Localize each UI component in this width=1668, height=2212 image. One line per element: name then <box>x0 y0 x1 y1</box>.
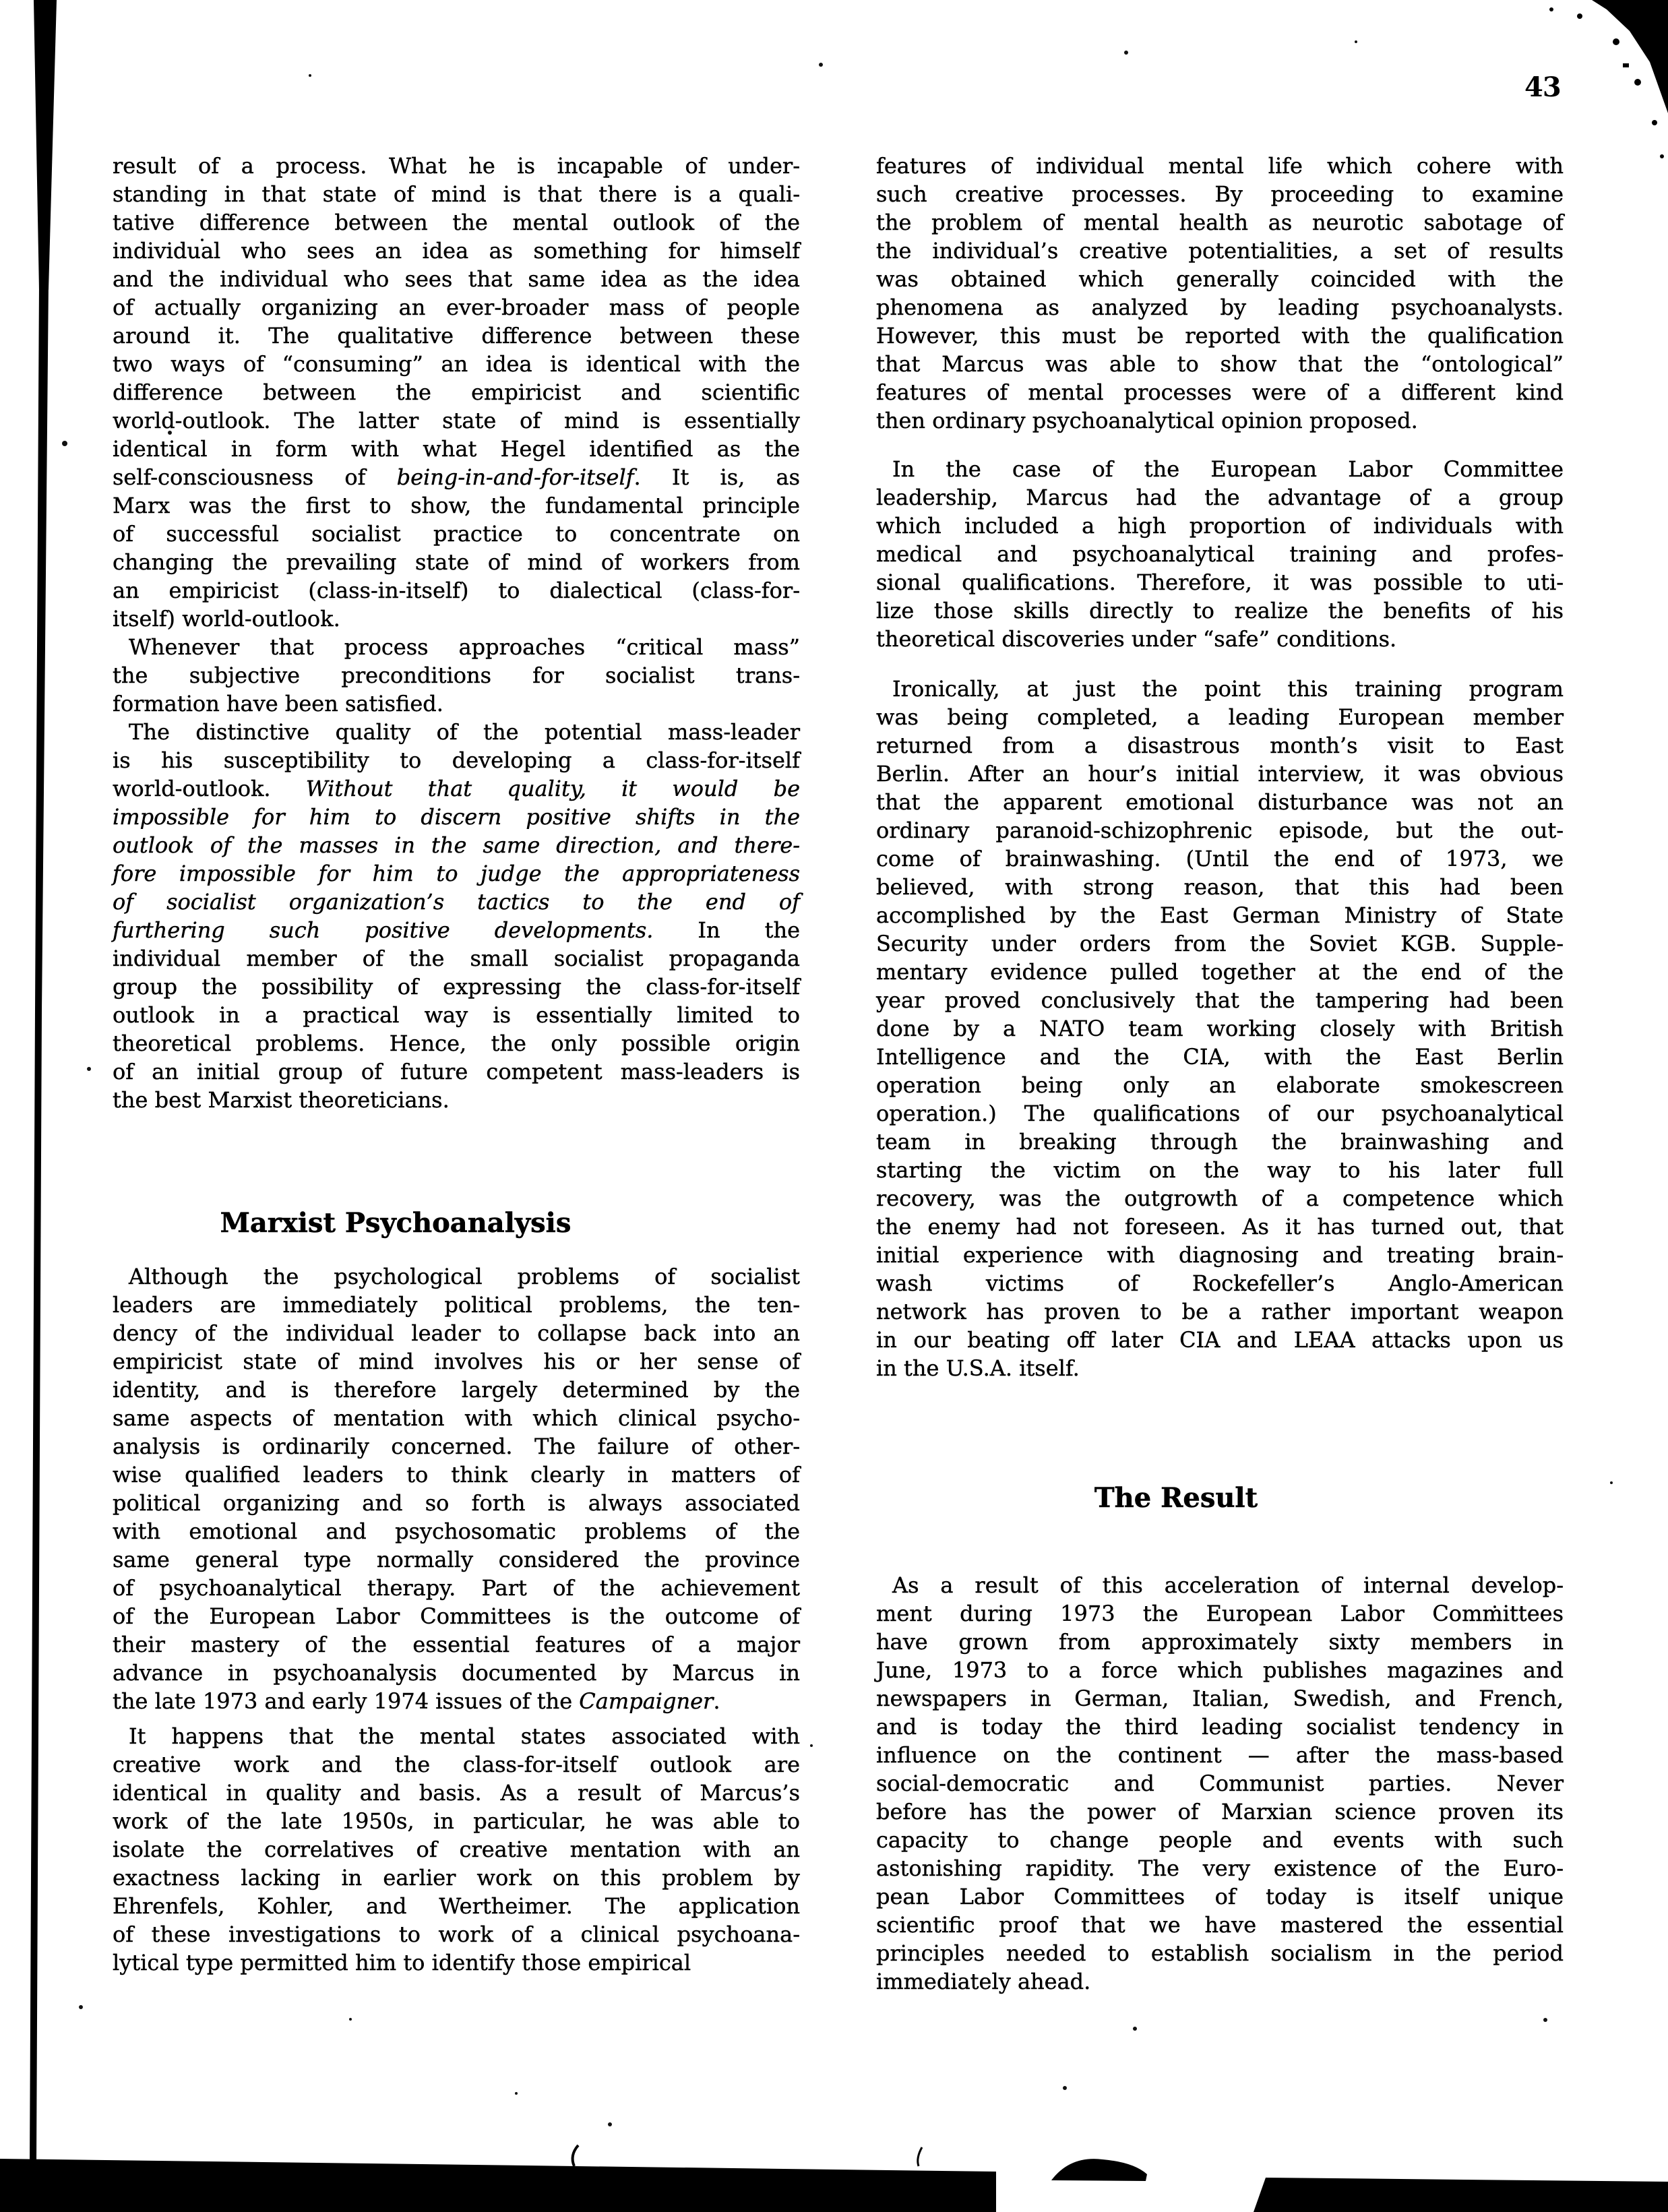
text-line: itself) world-outlook. <box>113 606 340 632</box>
text-line: such creative processes. By proceeding to examine <box>876 181 1564 207</box>
text-line: theoretical problems. Hence, the only possible origin <box>113 1031 800 1056</box>
text-line: initial experience with diagnosing and treating brain- <box>876 1242 1564 1268</box>
text-line: their mastery of the essential features of a major <box>113 1632 800 1657</box>
text-line: social-democratic and Communist parties. Never <box>876 1771 1564 1796</box>
text-line: immediately ahead. <box>876 1969 1091 1994</box>
text-line: identity, and is therefore largely determined by the <box>113 1377 800 1403</box>
text-line: and the individual who sees that same idea as the idea <box>113 266 800 292</box>
text-line: operation.) The qualifications of our psychoanalytical <box>876 1101 1564 1126</box>
section-heading-marxist-psychoanalysis: Marxist Psychoanalysis <box>220 1207 572 1239</box>
text-line: medical and psychoanalytical training and profes- <box>876 541 1564 567</box>
text-line: in our beating off later CIA and LEAA attacks upon us <box>876 1327 1564 1353</box>
text-line: was being completed, a leading European member <box>876 704 1564 730</box>
text-line: However, this must be reported with the qualification <box>876 323 1564 348</box>
text-line: formation have been satisfied. <box>113 691 443 716</box>
text-line: of the European Labor Committees is the outcome of <box>113 1603 800 1629</box>
text-line: pean Labor Committees of today is itself unique <box>876 1884 1564 1909</box>
text-line: leadership, Marcus had the advantage of a group <box>876 485 1564 510</box>
text-line: world-outlook. The latter state of mind is essentially <box>113 408 800 433</box>
text-line: astonishing rapidity. The very existence of the Euro- <box>876 1855 1564 1881</box>
text-line: Although the psychological problems of socialist <box>129 1264 800 1289</box>
text-line: believed, with strong reason, that this had been <box>876 874 1564 900</box>
text-line: ment during 1973 the European Labor Committees <box>876 1601 1564 1626</box>
text-line: done by a NATO team working closely with British <box>876 1016 1564 1041</box>
text-line: recovery, was the outgrowth of a competence which <box>876 1186 1564 1211</box>
text-line: It happens that the mental states associated with <box>129 1723 800 1749</box>
text-line: In the case of the European Labor Committee <box>892 456 1564 482</box>
text-line: features of individual mental life which cohere with <box>876 153 1564 179</box>
text-line: team in breaking through the brainwashing and <box>876 1129 1564 1155</box>
text-line: analysis is ordinarily concerned. The failure of other- <box>113 1434 800 1459</box>
text-line: have grown from approximately sixty members in <box>876 1629 1564 1655</box>
text-line: wise qualified leaders to think clearly in matters of <box>113 1462 800 1487</box>
text-line: returned from a disastrous month’s visit to East <box>876 733 1564 758</box>
text-line: network has proven to be a rather important weapon <box>876 1299 1564 1324</box>
text-line: of successful socialist practice to concentrate on <box>113 521 800 547</box>
text-line: The distinctive quality of the potential mass-leader <box>129 719 800 745</box>
text-line: scientific proof that we have mastered the essential <box>876 1912 1564 1938</box>
text-line: exactness lacking in earlier work on this problem by <box>113 1865 800 1891</box>
paragraph <box>113 1262 800 1715</box>
text-line: fore impossible for him to judge the appropriateness <box>113 861 800 886</box>
scan-streak-left <box>30 283 49 2165</box>
text-line: same aspects of mentation with which clinical psycho- <box>113 1405 800 1431</box>
scan-mark-slash <box>918 2147 922 2166</box>
text-line: around it. The qualitative difference between these <box>113 323 800 348</box>
text-line: and is today the third leading socialist tendency in <box>876 1714 1564 1740</box>
right-column <box>876 152 1564 1996</box>
text-line: the late 1973 and early 1974 issues of the Campaigner. <box>113 1688 720 1714</box>
text-line: in the U.S.A. itself. <box>876 1355 1080 1381</box>
text-line: capacity to change people and events with such <box>876 1827 1564 1853</box>
text-line: of an initial group of future competent mass-leaders is <box>113 1059 800 1084</box>
text-line: Marx was the first to show, the fundamental principle <box>113 493 800 518</box>
text-line: features of mental processes were of a different kind <box>876 379 1564 405</box>
text-line: June, 1973 to a force which publishes magazines and <box>876 1657 1564 1683</box>
text-line: with emotional and psychosomatic problems of the <box>113 1518 800 1544</box>
text-line: changing the prevailing state of mind of workers from <box>113 549 800 575</box>
text-line: world-outlook. Without that quality, it would be <box>113 776 801 801</box>
text-line: outlook of the masses in the same direction, and there- <box>113 832 800 858</box>
text-line: political organizing and so forth is always associated <box>113 1490 800 1516</box>
text-line: identical in quality and basis. As a result of Marcus’s <box>113 1780 800 1806</box>
scan-band-bottom-right <box>1254 2178 1668 2212</box>
text-line: which included a high proportion of individuals with <box>876 513 1564 539</box>
text-line: ordinary paranoid-schizophrenic episode, but the out- <box>876 818 1564 843</box>
text-line: phenomena as analyzed by leading psychoanalysts. <box>876 295 1564 320</box>
text-line: year proved conclusively that the tampering had been <box>876 987 1564 1013</box>
left-column <box>113 152 800 1977</box>
text-line: newspapers in German, Italian, Swedish, and French, <box>876 1686 1564 1711</box>
scan-blob-bottom-center <box>1051 2159 1147 2181</box>
text-line: impossible for him to discern positive shifts in the <box>113 804 800 830</box>
paragraph <box>876 675 1564 1382</box>
text-line: standing in that state of mind is that there is a quali- <box>113 181 800 207</box>
text-line: before has the power of Marxian science proven its <box>876 1799 1564 1824</box>
text-line: theoretical discoveries under “safe” conditions. <box>876 626 1397 652</box>
scan-streak-left-top <box>34 0 57 290</box>
text-line: individual member of the small socialist propaganda <box>113 946 800 971</box>
text-line: of these investigations to work of a clinical psychoana- <box>113 1922 800 1947</box>
text-line: an empiricist (class-in-itself) to dialectical (class-for- <box>113 578 800 603</box>
text-line: Security under orders from the Soviet KGB. Supple- <box>876 931 1564 956</box>
text-line: wash victims of Rockefeller’s Anglo-American <box>876 1270 1564 1296</box>
text-line: As a result of this acceleration of internal develop- <box>892 1572 1564 1598</box>
text-line: Berlin. After an hour’s initial interview, it was obvious <box>876 761 1564 787</box>
text-line: two ways of “consuming” an idea is identical with the <box>113 351 800 377</box>
text-line: lize those skills directly to realize the benefits of his <box>876 598 1564 623</box>
section-heading-the-result: The Result <box>1094 1482 1258 1514</box>
scan-blotch-top-right <box>1592 0 1668 113</box>
text-line: of psychoanalytical therapy. Part of the achievement <box>113 1575 800 1601</box>
text-line: result of a process. What he is incapable of under- <box>113 153 800 179</box>
text-line: tative difference between the mental outlook of the <box>113 210 800 235</box>
text-line: is his susceptibility to developing a class-for-itself <box>113 747 800 773</box>
text-line: sional qualifications. Therefore, it was possible to uti- <box>876 570 1564 595</box>
text-line: difference between the empiricist and scientific <box>113 379 800 405</box>
text-line: Ironically, at just the point this training program <box>892 676 1564 702</box>
text-line: individual who sees an idea as something for himself <box>113 238 800 264</box>
text-line: creative work and the class-for-itself outlook are <box>113 1752 800 1777</box>
text-line: the problem of mental health as neurotic sabotage of <box>876 210 1564 235</box>
text-line: Intelligence and the CIA, with the East Berlin <box>876 1044 1564 1070</box>
text-line: accomplished by the East German Ministry of State <box>876 902 1564 928</box>
paragraph <box>113 1722 800 1977</box>
text-line: mentary evidence pulled together at the end of the <box>876 959 1564 985</box>
paragraph <box>876 1571 1564 1996</box>
text-line: operation being only an elaborate smokescreen <box>876 1072 1564 1098</box>
text-line: empiricist state of mind involves his or her sense of <box>113 1349 800 1374</box>
text-line: that Marcus was able to show that the “ontological” <box>876 351 1564 377</box>
text-line: identical in form with what Hegel identified as the <box>113 436 800 462</box>
text-line: Whenever that process approaches “critical mass” <box>129 634 800 660</box>
scan-band-bottom-left <box>0 2159 996 2212</box>
text-line: outlook in a practical way is essentially limited to <box>113 1002 800 1028</box>
text-line: self-consciousness of being-in-and-for-itself. It is, as <box>113 464 801 490</box>
text-line: of socialist organization’s tactics to the end of <box>113 889 800 915</box>
text-line: that the apparent emotional disturbance was not an <box>876 789 1564 815</box>
paragraph <box>113 718 800 1114</box>
text-line: leaders are immediately political problems, the ten- <box>113 1292 800 1318</box>
text-line: same general type normally considered the province <box>113 1547 800 1572</box>
paragraph <box>113 633 800 718</box>
scan-mark-paren <box>573 2145 578 2166</box>
text-line: lytical type permitted him to identify those empirical <box>113 1950 691 1975</box>
text-line: the best Marxist theoreticians. <box>113 1087 450 1113</box>
text-line: the individual’s creative potentialities, a set of results <box>876 238 1564 264</box>
text-line: then ordinary psychoanalytical opinion proposed. <box>876 408 1418 433</box>
text-line: Ehrenfels, Kohler, and Wertheimer. The application <box>113 1893 800 1919</box>
text-line: isolate the correlatives of creative mentation with an <box>113 1837 800 1862</box>
text-line: furthering such positive developments. In the <box>113 917 801 943</box>
text-line: dency of the individual leader to collapse back into an <box>113 1320 800 1346</box>
text-line: influence on the continent — after the mass-based <box>876 1742 1564 1768</box>
text-line: starting the victim on the way to his later full <box>876 1157 1564 1183</box>
text-line: was obtained which generally coincided with the <box>876 266 1564 292</box>
paragraph <box>113 152 800 633</box>
text-line: advance in psychoanalysis documented by Marcus in <box>113 1660 800 1686</box>
paragraph <box>876 152 1564 435</box>
page-number: 43 <box>1524 71 1561 103</box>
text-line: of actually organizing an ever-broader mass of people <box>113 295 800 320</box>
text-line: group the possibility of expressing the class-for-itself <box>113 974 800 1000</box>
text-line: work of the late 1950s, in particular, he was able to <box>113 1808 800 1834</box>
text-line: come of brainwashing. (Until the end of 1973, we <box>876 846 1564 871</box>
text-line: principles needed to establish socialism in the period <box>876 1940 1564 1966</box>
text-line: the enemy had not foreseen. As it has turned out, that <box>876 1214 1564 1239</box>
paragraph <box>876 455 1564 653</box>
text-line: the subjective preconditions for socialist trans- <box>113 663 800 688</box>
